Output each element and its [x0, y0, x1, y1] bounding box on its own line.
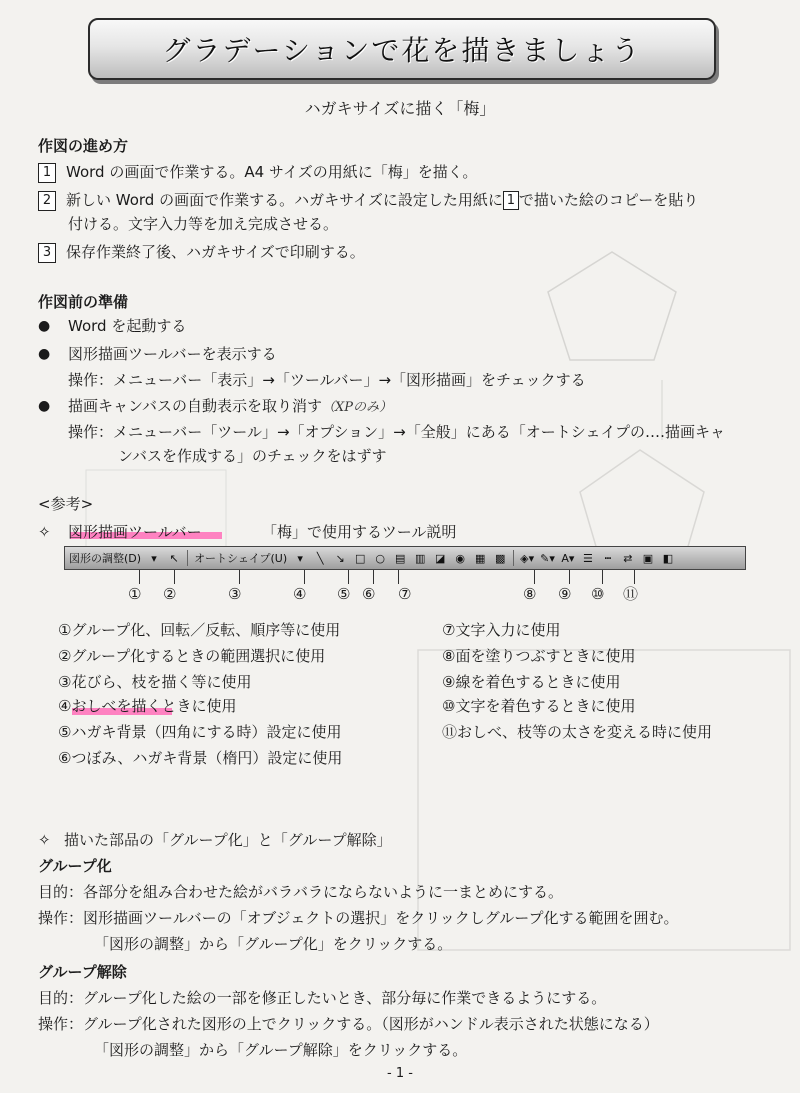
- bullet-icon: ●: [38, 398, 51, 414]
- callout-line: [398, 570, 399, 584]
- title-banner: [88, 18, 716, 80]
- callout-line: [373, 570, 374, 584]
- step-text: 保存作業終了後、ハガキサイズで印刷する。: [66, 243, 365, 261]
- toolbar-description: 「梅」で使用するツール説明: [262, 523, 457, 541]
- callout-line: [304, 570, 305, 584]
- prep-item-3-text: 描画キャンバスの自動表示を取り消す: [68, 397, 322, 415]
- step-text-cont: で描いた絵のコピーを貼り: [518, 191, 699, 209]
- ungroup-operation: 操作：グループ化された図形の上でクリックする。（図形がハンドル表示された状態になる）: [38, 1015, 659, 1033]
- rectangle-tool-icon[interactable]: □: [354, 551, 366, 565]
- callout-line: [534, 570, 535, 584]
- shadow-icon[interactable]: ▣: [642, 551, 654, 565]
- prep-item-3-op: 操作：メニューバー「ツール」→「オプション」→「全般」にある「オートシェイプの‥‥描画キャ: [68, 423, 726, 441]
- toolbar-label: 図形描画ツールバー: [68, 523, 202, 541]
- tool-number: ⑦: [398, 585, 412, 603]
- toolbar-separator: [187, 550, 188, 566]
- prep-item-2-op: 操作：メニューバー「表示」→「ツールバー」→「図形描画」をチェックする: [68, 371, 586, 389]
- tool-desc-left: ②グループ化するときの範囲選択に使用: [58, 647, 326, 665]
- callout-line: [569, 570, 570, 584]
- step-3: [38, 242, 365, 263]
- prep-item-1: Word を起動する: [68, 317, 187, 335]
- dash-style-icon[interactable]: ┅: [604, 551, 612, 565]
- prep-item-3: [68, 396, 392, 418]
- tool-number: ⑪: [623, 585, 639, 603]
- callout-line: [634, 570, 635, 584]
- prep-item-2: 図形描画ツールバーを表示する: [68, 345, 277, 363]
- tool-desc-left: ①グループ化、回転／反転、順序等に使用: [58, 621, 341, 639]
- inline-step-ref: 1: [503, 191, 519, 210]
- step-text: Word の画面で作業する。A4 サイズの用紙に「梅」を描く。: [66, 163, 478, 181]
- bullet-icon: ●: [38, 346, 51, 362]
- group-operation: 操作：図形描画ツールバーの「オブジェクトの選択」をクリックしグループ化する範囲を囲む。: [38, 909, 679, 927]
- tool-number: ⑧: [523, 585, 537, 603]
- drawing-toolbar: [64, 546, 746, 570]
- ungroup-heading: グループ解除: [38, 963, 127, 981]
- step-2-cont: 付ける。文字入力等を加え完成させる。: [68, 215, 339, 233]
- tool-desc-right: ⑨線を着色するときに使用: [442, 673, 621, 691]
- tool-number: ⑨: [558, 585, 572, 603]
- group-section-title: 描いた部品の「グループ化」と「グループ解除」: [64, 831, 392, 849]
- callout-line: [348, 570, 349, 584]
- diagram-icon[interactable]: ◉: [455, 551, 465, 565]
- step-number-box: 2: [38, 191, 56, 211]
- callout-line: [174, 570, 175, 584]
- tool-desc-right: ⑦文字入力に使用: [442, 621, 561, 639]
- select-objects-icon[interactable]: ↖: [169, 551, 179, 565]
- group-heading: グループ化: [38, 857, 112, 875]
- step-number-box: 1: [38, 163, 56, 183]
- arrow-style-icon[interactable]: ⇄: [623, 551, 633, 565]
- toolbar-separator: [513, 550, 514, 566]
- subtitle: ハガキサイズに描く「梅」: [304, 99, 496, 118]
- tool-desc-left: ④おしべを描くときに使用: [58, 697, 237, 715]
- fill-color-icon[interactable]: ◈▾: [520, 551, 535, 565]
- callout-line: [139, 570, 140, 584]
- page-title: グラデーションで花を描きましょう: [162, 34, 642, 67]
- bullet-icon: ●: [38, 318, 51, 334]
- autoshapes-menu-button[interactable]: オートシェイプ(U): [194, 552, 288, 565]
- tool-desc-left: ⑤ハガキ背景（四角にする時）設定に使用: [58, 723, 342, 741]
- tool-number: ③: [228, 585, 242, 603]
- draw-menu-button[interactable]: 図形の調整(D): [69, 552, 142, 565]
- tool-number: ⑤: [337, 585, 351, 603]
- diamond-bullet-icon: ✧: [38, 831, 51, 849]
- group-purpose: 目的：各部分を組み合わせた絵がバラバラにならないように一まとめにする。: [38, 883, 564, 901]
- group-operation-cont: 「図形の調整」から「グループ化」をクリックする。: [94, 935, 453, 953]
- ungroup-purpose: 目的：グループ化した絵の一部を修正したいとき、部分毎に作業できるようにする。: [38, 989, 607, 1007]
- line-style-icon[interactable]: ☰: [582, 551, 593, 565]
- prep-heading: 作図前の準備: [38, 293, 129, 311]
- callout-line: [239, 570, 240, 584]
- callout-line: [602, 570, 603, 584]
- tool-desc-left: ③花びら、枝を描く等に使用: [58, 673, 252, 691]
- page-number: - 1 -: [387, 1066, 413, 1081]
- tool-desc-left: ⑥つぼみ、ハガキ背景（楕円）設定に使用: [58, 749, 343, 767]
- dropdown-arrow-icon: ▾: [151, 551, 157, 565]
- 3d-icon[interactable]: ◧: [662, 551, 674, 565]
- handwritten-note: （XPのみ）: [321, 400, 392, 415]
- tool-number: ⑥: [362, 585, 376, 603]
- oval-tool-icon[interactable]: ○: [375, 551, 385, 565]
- tool-desc-right: ⑧面を塗りつぶすときに使用: [442, 647, 636, 665]
- step-number-box: 3: [38, 243, 56, 263]
- arrow-tool-icon[interactable]: ↘: [335, 551, 345, 565]
- steps-heading: 作図の進め方: [38, 137, 129, 155]
- text-box-tool-icon[interactable]: ▤: [394, 551, 406, 565]
- diamond-bullet-icon: ✧: [38, 523, 51, 541]
- font-color-icon[interactable]: A▾: [561, 551, 575, 565]
- prep-item-3-op-cont: ンバスを作成する」のチェックをはずす: [118, 447, 387, 465]
- tool-desc-right: ⑩文字を着色するときに使用: [442, 697, 636, 715]
- vertical-text-box-icon[interactable]: ▥: [414, 551, 426, 565]
- dropdown-arrow-icon: ▾: [297, 551, 303, 565]
- tool-number: ⑩: [591, 585, 605, 603]
- tool-number: ④: [293, 585, 307, 603]
- line-tool-icon[interactable]: ╲: [316, 551, 324, 565]
- ungroup-operation-cont: 「図形の調整」から「グループ解除」をクリックする。: [94, 1041, 468, 1059]
- wordart-icon[interactable]: ◪: [434, 551, 446, 565]
- line-color-icon[interactable]: ✎▾: [540, 551, 555, 565]
- step-text: 新しい Word の画面で作業する。ハガキサイズに設定した用紙に: [66, 191, 503, 209]
- reference-heading: <参考>: [38, 495, 94, 513]
- step-1: [38, 162, 477, 183]
- tool-desc-right: ⑪おしべ、枝等の太さを変える時に使用: [442, 723, 713, 741]
- tool-number: ②: [163, 585, 177, 603]
- clip-art-icon[interactable]: ▦: [474, 551, 486, 565]
- picture-icon[interactable]: ▩: [494, 551, 506, 565]
- tool-number: ①: [128, 585, 142, 603]
- step-2: [38, 190, 698, 211]
